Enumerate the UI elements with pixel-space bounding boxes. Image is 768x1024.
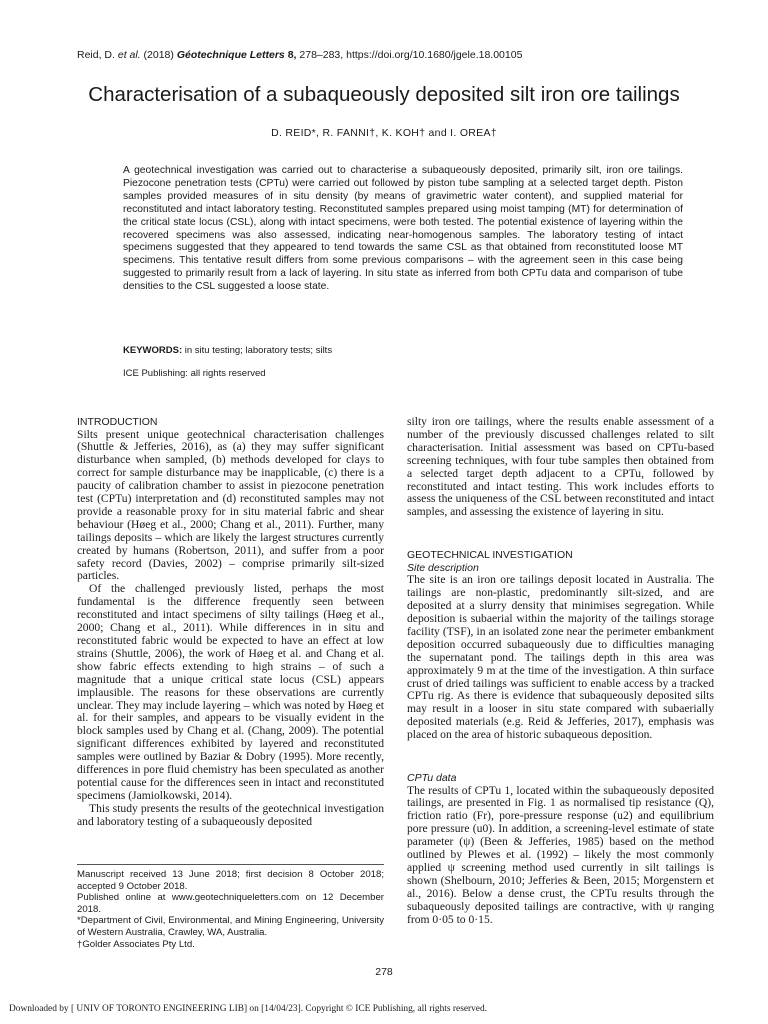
keywords-label: KEYWORDS: [123, 345, 183, 356]
footnote-affiliation-2: †Golder Associates Pty Ltd. [77, 938, 195, 950]
subsection-heading-site-description: Site description [407, 561, 479, 574]
pages-doi[interactable]: 278–283, https://doi.org/10.1680/jgele.18.00105 [299, 49, 523, 61]
author-list: D. REID*, R. FANNI†, K. KOH† and I. OREA† [271, 127, 497, 139]
journal-volume: 8, [287, 49, 297, 61]
paper-title: Characterisation of a subaqueously deposited silt iron ore tailings [88, 83, 680, 106]
right-column [407, 416, 714, 927]
page-number: 278 [375, 966, 393, 978]
left-column [77, 416, 384, 829]
footnote-affiliation-1: *Department of Civil, Environmental, and Mining Engineering, University of Western Australia, Crawley, WA, Australia. [77, 915, 384, 938]
footnote-manuscript-dates: Manuscript received 13 June 2018; first decision 8 October 2018; accepted 9 October 2018. [77, 869, 384, 892]
intro-paragraph-3-continued: silty iron ore tailings, where the results enable assessment of a number of the previously discussed challenges related to silt characterisation. Initial assessment was based on CPTu-based screening techniques, with four tube samples then obtained from a selected target depth adjacent to a CPTu, followed by reconstituted and intact testing. This work includes efforts to assess the uniqueness of the CSL between reconstituted and intact samples, and assessing the existence of layering in situ. [407, 415, 714, 519]
publisher-note: ICE Publishing: all rights reserved [123, 368, 266, 379]
download-notice: Downloaded by [ UNIV OF TORONTO ENGINEERING LIB] on [14/04/23]. Copyright © ICE Publishing, all rights reserved. [9, 1004, 488, 1014]
subsection-heading-cptu-data: CPTu data [407, 772, 457, 785]
cptu-data-paragraph: The results of CPTu 1, located within the subaqueously deposited tailings, are presented in Fig. 1 as normalised tip resistance (Q), friction ratio (Fr), pore-pressure response (u2) and equilibrium pore pressure (u0). In addition, a screening-level estimate of state parameter (ψ) (Been & Jefferies, 1985) based on the method outlined by Plewes et al. (1992) – likely the most commonly applied ψ screening method used currently in silt tailings is shown (Shelbourn, 2010; Jefferies & Been, 2015; Morgenstern et al., 2016). Below a dense crust, the CPTu results through the subaqueously deposited tailings are contractive, with ψ ranging from 0·05 to 0·15. [407, 783, 714, 926]
footnote-divider [77, 864, 384, 865]
abstract: A geotechnical investigation was carried out to characterise a subaqueously deposited, primarily silt, iron ore tailings. Piezocone penetration tests (CPTu) were carried out followed by piston tube sampling at a selected target depth. Piston samples provided measures of in situ density (by means of gravimetric water content), and supplied material for reconstituted and intact laboratory testing. Reconstituted samples prepared using moist tamping (MT) for determination of the critical state locus (CSL), along with intact specimens, were both tested. The potential existence of layering within the recovered specimens was also assessed, indicating near-homogenous samples. The laboratory testing of intact specimens suggested that they appeared to tend towards the same CSL as that obtained from reconstituted loose MT specimens. This tentative result differs from some previous comparisons – with the agreement seen in this case being suggested to primarily result from a lack of layering. In situ state as inferred from both CPTu data and comparison of tube densities to the CSL suggested a loose state. [123, 165, 683, 293]
site-description-paragraph: The site is an iron ore tailings deposit located in Australia. The tailings are non-plastic, predominantly silt-sized, and are deposited at a slurry density that minimises segregation. While deposition is subaerial within the majority of the tailings storage facility (TSF), in an isolated zone near the perimeter embankment deposition occurred subaqueously due to difficulties managing the supernatant pond. The tailings depth in this area was approximately 9 m at the time of the investigation. A thin surface crust of dried tailings was sufficient to enable access by a tracked CPTu rig. As there is evidence that subaqueously deposited silts may result in a looser in situ state compared with subaerially deposited materials (e.g. Reid & Jefferies, 2017), emphasis was placed on the area of historic subaqueous deposition. [407, 573, 714, 742]
keywords-text: in situ testing; laboratory tests; silts [184, 345, 333, 356]
keywords [123, 345, 683, 357]
citation-line [77, 49, 717, 62]
section-heading-introduction: INTRODUCTION [77, 416, 158, 428]
footnotes [77, 869, 384, 950]
spacer [407, 742, 714, 772]
spacer [407, 519, 714, 549]
citation-year: (2018) [143, 49, 174, 61]
section-heading-geotechnical-investigation: GEOTECHNICAL INVESTIGATION [407, 549, 573, 562]
footnote-published: Published online at www.geotechniqueletters.com on 12 December 2018. [77, 892, 384, 915]
intro-paragraph-3: This study presents the results of the geotechnical investigation and laboratory testing of a subaqueously deposited [77, 801, 384, 828]
journal-name: Géotechnique Letters [176, 49, 285, 61]
citation-etal: et al. [117, 49, 141, 61]
citation-authors: Reid, D. [77, 49, 115, 61]
intro-paragraph-1: Silts present unique geotechnical characterisation challenges (Shuttle & Jefferies, 2016), as (a) they may suffer significant disturbance when sampled, (b) methods developed for clays to correct for sample disturbance may be inapplicable, (c) there is a paucity of calibration chamber to assist in piezocone penetration test (CPTu) interpretation and (d) reconstituted samples may not provide a reasonable proxy for in situ material fabric and shear behaviour (Høeg et al., 2000; Chang et al., 2011). Further, many tailings deposits – which are likely the largest structures currently created by humans (Robertson, 2011), and suffer from a poor safety record (Davies, 2002) – comprise primarily silt-sized particles. [77, 427, 384, 583]
intro-paragraph-2: Of the challenged previously listed, perhaps the most fundamental is the difference frequently seen between reconstituted and intact specimens of silty tailings (Høeg et al., 2000; Chang et al., 2011). While differences in in situ and reconstituted fabric would be expected to have an effect at low strains (Shuttle, 2006), the work of Høeg et al. and Chang et al. show fabric effects extending to high strains – of such a magnitude that a unique critical state locus (CSL) appears implausible. The reasons for these observations are currently unclear. They may include layering – which was noted by Høeg et al. for their samples, and appears to be visually evident in the block samples used by Chang et al. (Chang, 2009). The potential significant differences exhibited by layered and reconstituted samples were outlined by Baziar & Dobry (1995). More recently, differences in pore fluid chemistry has been speculated as another potential cause for the differences seen in intact and reconstituted specimens (Jamiolkowski, 2014). [77, 582, 384, 802]
